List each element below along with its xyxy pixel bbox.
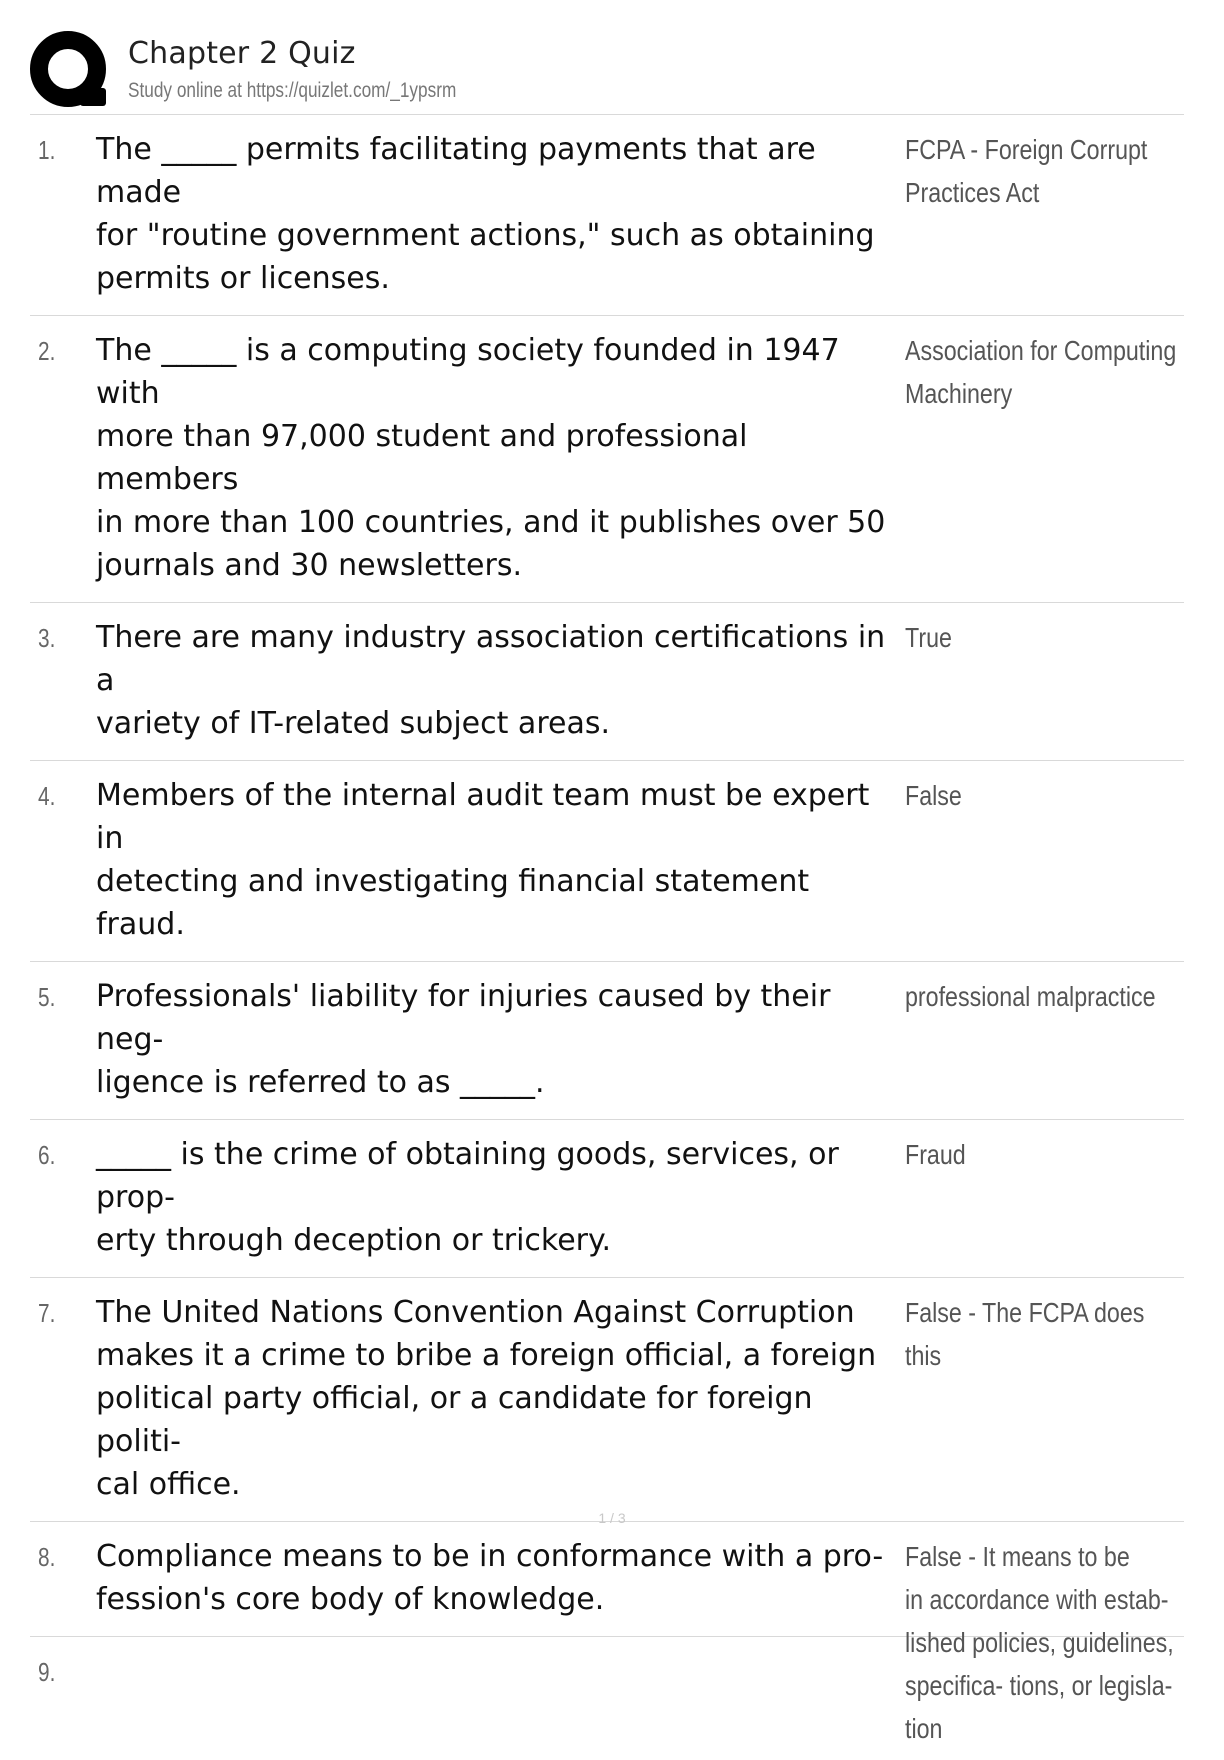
item-term: The United Nations Convention Against Corruption makes it a crime to bribe a foreign official, a foreign political party official, or a candidate for foreign politi- cal office. <box>96 1295 877 1502</box>
item-number: 7. <box>38 1298 56 1328</box>
item-number: 4. <box>38 781 56 811</box>
item-term: Professionals' liability for injuries caused by their neg- ligence is referred to as _____. <box>96 979 831 1100</box>
study-link[interactable]: Study online at https://quizlet.com/_1ypsrm <box>128 79 457 102</box>
item-number: 5. <box>38 982 56 1012</box>
quiz-item <box>30 1120 1184 1278</box>
item-definition <box>905 1650 1185 1693</box>
item-number: 6. <box>38 1140 56 1170</box>
quiz-item <box>30 603 1184 761</box>
item-term: There are many industry association certifications in a variety of IT-related subject areas. <box>96 620 886 741</box>
item-definition: False - It means to be in accordance with estab- lished policies, guidelines, specifica- tions, or legisla- tion <box>905 1541 1174 1744</box>
item-term: Compliance means to be in conformance with a pro- fession's core body of knowledge. <box>96 1539 884 1617</box>
item-term: _____ is the crime of obtaining goods, services, or prop- erty through deception or trickery. <box>96 1137 839 1258</box>
item-term <box>96 1650 898 1745</box>
quiz-item <box>30 761 1184 962</box>
page-title: Chapter 2 Quiz <box>128 36 356 71</box>
quiz-item <box>30 1522 1184 1744</box>
item-definition: Association for Computing Machinery <box>905 335 1177 409</box>
item-term: The _____ is a computing society founded in 1947 with more than 97,000 student and professional members in more than 100 countries, and it publishes over 50 journals and 30 newsletters. <box>96 333 886 583</box>
item-number: 1. <box>38 135 56 165</box>
item-number: 8. <box>38 1542 56 1572</box>
quiz-item <box>30 115 1184 316</box>
page-number: 1 / 3 <box>598 1510 626 1526</box>
item-term: The _____ permits facilitating payments that are made for "routine government actions," such as obtaining permits or licenses. <box>96 132 875 296</box>
item-definition: Fraud <box>905 1139 966 1170</box>
item-definition: False <box>905 780 962 811</box>
item-number: 9. <box>38 1657 56 1687</box>
quiz-item <box>30 962 1184 1120</box>
item-number: 2. <box>38 336 56 366</box>
quiz-item <box>30 1278 1184 1522</box>
item-definition: professional malpractice <box>905 981 1156 1012</box>
item-number: 3. <box>38 623 56 653</box>
item-definition: FCPA - Foreign Corrupt Practices Act <box>905 134 1148 208</box>
quiz-item <box>30 316 1184 603</box>
quiz-item <box>30 1637 1184 1760</box>
quizlet-logo-icon <box>30 30 112 112</box>
page-header <box>30 28 1184 115</box>
item-definition: True <box>905 622 952 653</box>
item-definition: False - The FCPA does this <box>905 1297 1145 1371</box>
item-term: Members of the internal audit team must be expert in detecting and investigating financial statement fraud. <box>96 778 870 942</box>
